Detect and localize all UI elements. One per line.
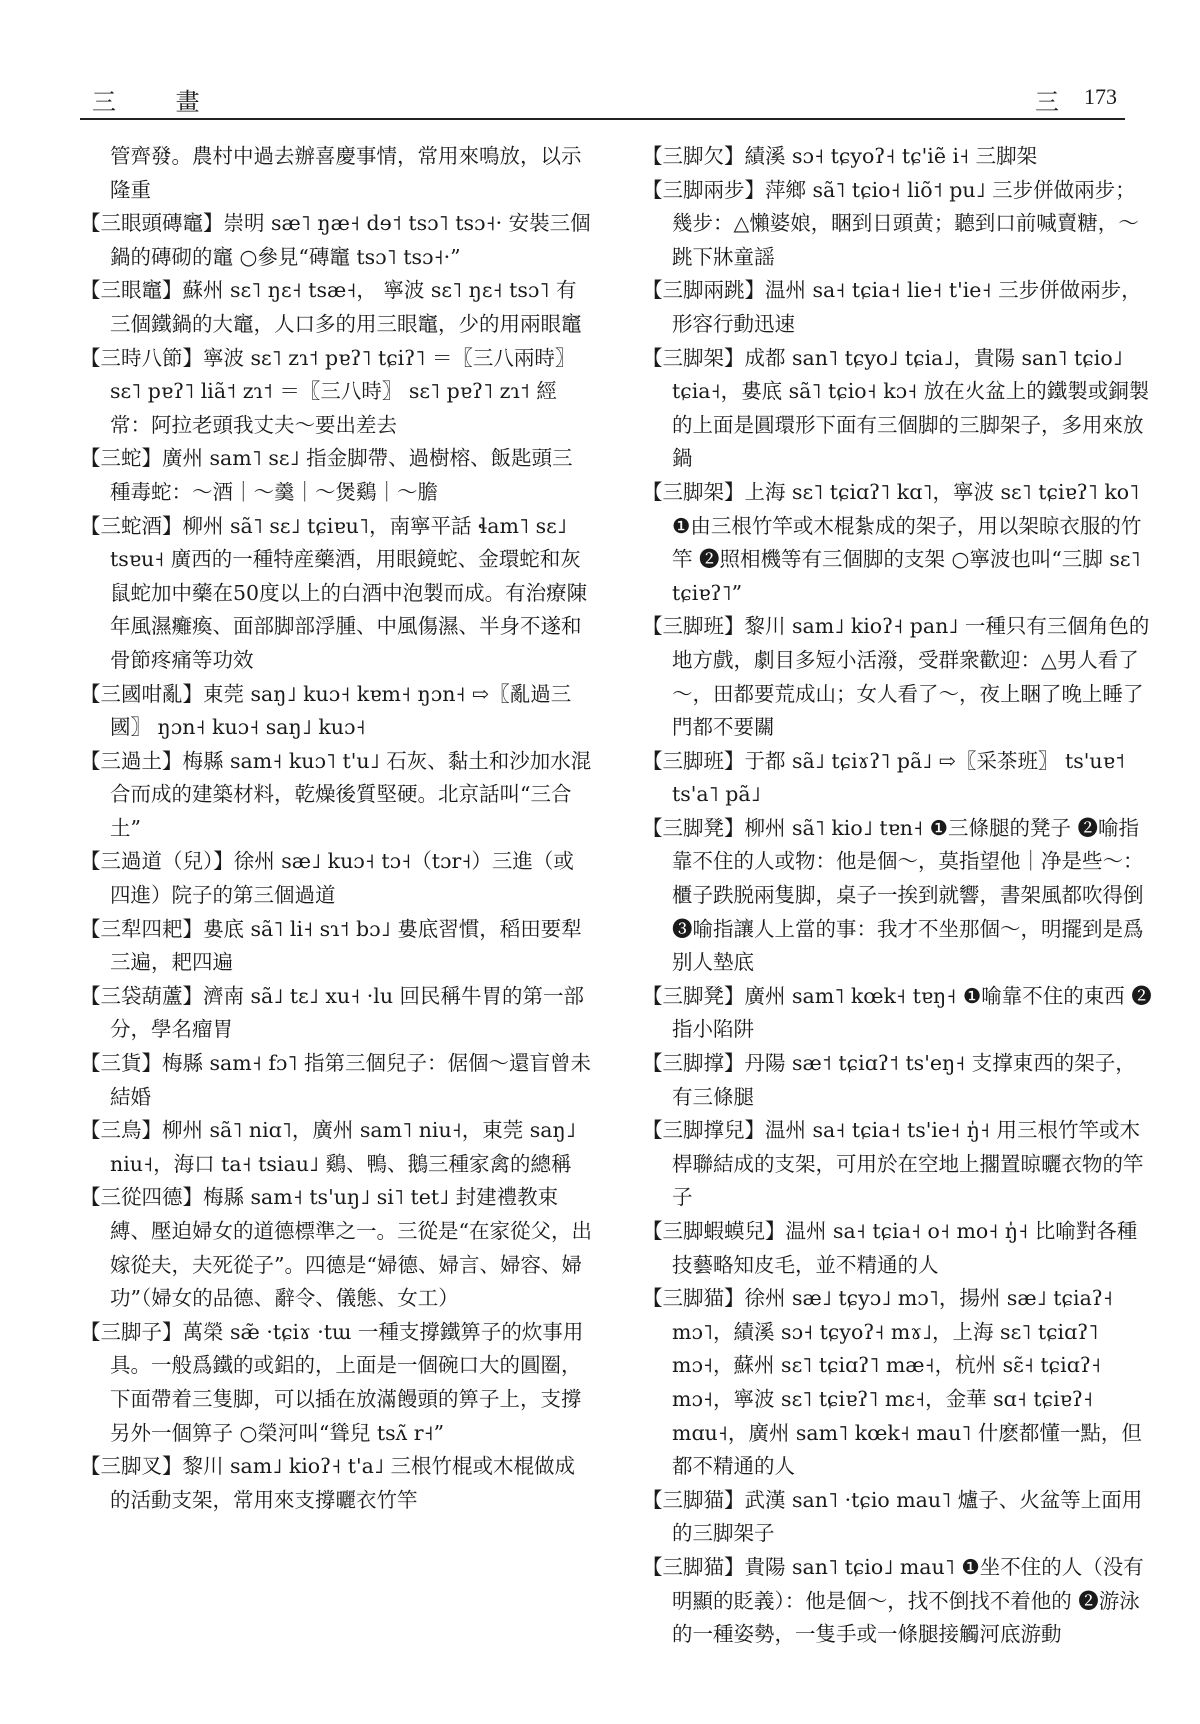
dictionary-entry: 【三從四德】梅縣 sam˧ ts'uŋ˩ si˥ tet˩ 封建禮教束縛、壓迫婦女的道德標準之一。三從是“在家從父，出嫁從夫，夫死從子”。四德是“婦德、婦言、婦容、婦功”（婦女的品德、辭令、儀態、女工） bbox=[80, 1185, 592, 1311]
dictionary-entry: 【三脚撑兒】温州 sa˧ tɕia˧ ts'ie˧ ŋ̍˧ 用三根竹竿或木桿聯結成的支架，可用於在空地上擱置晾曬衣物的竿子 bbox=[642, 1118, 1144, 1210]
right-column bbox=[642, 140, 1154, 1652]
dictionary-entry: 【三過土】梅縣 sam˧ kuɔ˥ t'u˩ 石灰、黏土和沙加水混合而成的建築材料，乾燥後質堅硬。北京話叫“三合土” bbox=[80, 748, 592, 840]
dictionary-entry: 【三脚猫】貴陽 san˥ tɕio˩ mau˥ ❶坐不住的人（没有明顯的貶義）：他是個～，找不倒找不着他的 ❷游泳的一種姿勢，一隻手或一條腿接觸河底游動 bbox=[642, 1554, 1144, 1647]
dictionary-entry: 【三脚欠】績溪 sɔ˧ tɕyoʔ˧ tɕ'iẽ i˧ 三脚架 bbox=[642, 144, 1038, 168]
dictionary-entry: 【三國咁亂】東莞 saŋ˩ kuɔ˧ kɐm˧ ŋɔn˧ ⇨〖亂過三國〗 ŋɔn˧ kuɔ˧ saŋ˩ kuɔ˧ bbox=[80, 681, 572, 740]
page-header bbox=[80, 78, 1125, 120]
dictionary-entry: 【三脚兩跳】温州 sa˧ tɕia˧ lie˧ t'ie˧ 三步併做兩步，形容行動迅速 bbox=[642, 278, 1142, 336]
dictionary-entry: 【三貨】梅縣 sam˧ fɔ˥ 指第三個兒子：倨個～還盲曾未結婚 bbox=[80, 1051, 592, 1109]
dictionary-entry: 【三脚叉】黎川 sam˩ kioʔ˧ t'a˩ 三根竹棍或木棍做成的活動支架，常用來支撐曬衣竹竿 bbox=[80, 1454, 575, 1512]
dictionary-entry: 【三蛇】廣州 sam˥ sɛ˩ 指金脚帶、過樹榕、飯匙頭三種毒蛇：～酒｜～羹｜～煲鷄｜～膽 bbox=[80, 446, 573, 504]
dictionary-entry: 【三犁四耙】婁底 sã˥ li˧ sɿ˦ bɔ˩ 婁底習慣，稻田要犁三遍，耙四遍 bbox=[80, 916, 582, 975]
dictionary-entry: 【三脚兩步】萍鄉 sã˥ tɕio˧ liõ˦ pu˩ 三步併做兩步；幾步：△懶婆娘，睏到日頭黄；聽到口前喊賣糖，～跳下牀童謡 bbox=[642, 177, 1139, 269]
page-number: 173 bbox=[1084, 84, 1117, 109]
header-section-title: 三 畫 bbox=[92, 88, 226, 116]
dictionary-entry: 【三脚架】成都 san˥ tɕyo˩ tɕia˩，貴陽 san˥ tɕio˩ tɕia˧，婁底 sã˥ tɕio˧ kɔ˧ 放在火盆上的鐵製或銅製的上面是圓環形下面有三個脚的三脚架子，多用來放鍋 bbox=[642, 345, 1150, 471]
dictionary-entry: 【三眼竈】蘇州 sɛ˥ ŋɛ˧ tsæ˧， 寧波 sɛ˥ ŋɛ˧ tsɔ˥ 有三個鐵鍋的大竈，人口多的用三眼竈，少的用兩眼竈 bbox=[80, 278, 582, 336]
dictionary-entry: 【三鳥】柳州 sã˥ niɑ˥，廣州 sam˥ niu˧，東莞 saŋ˩ niu˧，海口 ta˧ tsiau˩ 鷄、鴨、鵝三種家禽的總稱 bbox=[80, 1118, 576, 1176]
dictionary-entry: 【三脚蝦蟆兒】温州 sa˧ tɕia˧ o˧ mo˧ ŋ̍˧ 比喻對各種技藝略知皮毛，並不精通的人 bbox=[642, 1219, 1138, 1277]
dictionary-entry: 【三脚班】黎川 sam˩ kioʔ˧ pan˩ 一種只有三個角色的地方戲，劇目多短小活潑，受群衆歡迎：△男人看了～，田都要荒成山；女人看了～，夜上睏了晚上睡了門都不要關 bbox=[642, 614, 1150, 740]
header-right-char: 三 bbox=[1035, 88, 1059, 116]
dictionary-entry: 【三時八節】寧波 sɛ˥ zɿ˦ pɐʔ˥ tɕiʔ˥ ＝〖三八兩時〗 sɛ˥ pɐʔ˥ liã˦ zɿ˦ ＝〖三八時〗 sɛ˥ pɐʔ˥ zɿ˦ 經常：阿拉老頭我丈夫～要出差去 bbox=[80, 345, 576, 437]
dictionary-entry: 【三脚猫】武漢 san˥ ·tɕio mau˥ 爐子、火盆等上面用的三脚架子 bbox=[642, 1487, 1143, 1546]
dictionary-entry: 【三脚凳】柳州 sã˥ kio˩ tɐn˧ ❶三條腿的凳子 ❷喻指靠不住的人或物：他是個～，莫指望他｜净是些～：櫃子跌脱兩隻脚，桌子一挨到就響，書架風都吹得倒 ❸喻指讓人上當的事：我才不坐那個～，明擺到是爲别人墊底 bbox=[642, 815, 1144, 975]
dictionary-entry: 【三脚子】萬榮 sæ̃ ·tɕiɤ ·tɯ 一種支撐鐵箅子的炊事用具。一般爲鐵的或鋁的，上面是一個碗口大的圓圈，下面帶着三隻脚，可以插在放滿饅頭的箅子上，支撐另外一個箅子 ○榮河叫“聳兒 tsʌ̃ r˧” bbox=[80, 1319, 584, 1445]
dictionary-entry: 【三袋葫蘆】濟南 sã˩ tɛ˩ xu˧ ·lu 回民稱牛胃的第一部分，學名瘤胃 bbox=[80, 983, 585, 1042]
dictionary-entry: 【三脚撑】丹陽 sæ˦ tɕiɑʔ˦ ts'eŋ˧ 支撑東西的架子，有三條腿 bbox=[642, 1051, 1136, 1109]
dictionary-entry: 【三脚班】于都 sã˩ tɕiɤʔ˥ pã˩ ⇨〖采茶班〗 ts'uɐ˦ ts'a˥ pã˩ bbox=[642, 748, 1125, 807]
dictionary-entry: 【三蛇酒】柳州 sã˥ sɛ˩ tɕiɐu˥，南寧平話 ɬam˥ sɛ˩ tsɐu˧ 廣西的一種特産藥酒，用眼鏡蛇、金環蛇和灰鼠蛇加中藥在50度以上的白酒中泡製而成。有治療陳年風濕癱瘓、面部脚部浮腫、中風傷濕、半身不遂和骨節疼痛等功效 bbox=[80, 513, 588, 672]
dictionary-entry: 【三脚架】上海 sɛ˥ tɕiɑʔ˥ kɑ˥，寧波 sɛ˥ tɕiɐʔ˥ ko˥ ❶由三根竹竿或木棍紮成的架子，用以架晾衣服的竹竿 ❷照相機等有三個脚的支架 ○寧波也叫“三脚 sɛ˥ tɕiɐʔ˥” bbox=[642, 479, 1142, 605]
left-column bbox=[80, 140, 592, 1517]
dictionary-entry: 【三過道（兒）】徐州 sæ˩ kuɔ˧ tɔ˧（tɔr˧）三進（或四進）院子的第三個過道 bbox=[80, 849, 574, 908]
entry-continuation: 管齊發。農村中過去辦喜慶事情，常用來鳴放，以示隆重 bbox=[110, 144, 582, 202]
dictionary-entry: 【三脚猫】徐州 sæ˩ tɕyɔ˩ mɔ˥，揚州 sæ˩ tɕiaʔ˧ mɔ˥，績溪 sɔ˧ tɕyoʔ˧ mɤ˩，上海 sɛ˥ tɕiɑʔ˥ mɔ˧，蘇州 sɛ˥ tɕiɑʔ˥ mæ˧，杭州 sɛ̃˧ tɕiɑʔ˧ mɔ˧，寧波 sɛ˥ tɕiɐʔ˥ mɛ˧，金華 sɑ˧ tɕiɐʔ˧ mɑu˧，廣州 sam˥ kœk˧ mau˥ 什麽都懂一點，但都不精通的人 bbox=[642, 1286, 1142, 1479]
dictionary-entry: 【三眼頭磚竈】崇明 sæ˥ ŋæ˧ dɘ˦ tsɔ˥ tsɔ˧· 安裝三個鍋的磚砌的竈 ○參見“磚竈 tsɔ˥ tsɔ˧·” bbox=[80, 211, 591, 269]
dictionary-entry: 【三脚凳】廣州 sam˥ kœk˧ tɐŋ˧ ❶喻靠不住的東西 ❷指小陷阱 bbox=[642, 983, 1152, 1042]
